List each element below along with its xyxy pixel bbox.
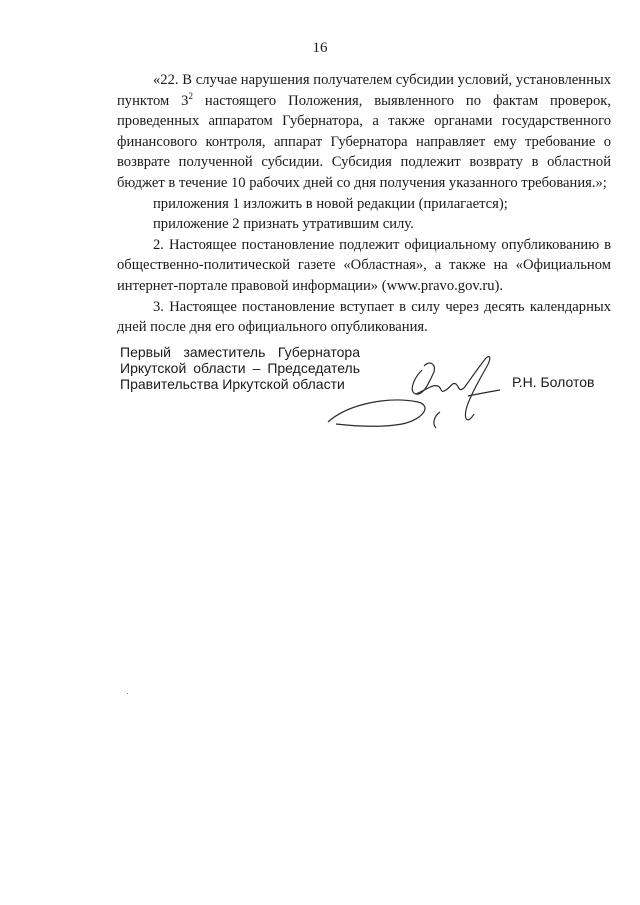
paragraph-publication: 2. Настоящее постановление подлежит официальному опубликованию в общественно-политической газете «Областная», а также на «Официальном интернет-портале правовой информации» (www.pravo.gov.ru).: [117, 236, 611, 294]
superscript: 2: [188, 90, 193, 101]
paragraph-subsidy-return: [117, 70, 611, 194]
page-number: 16: [312, 40, 328, 56]
document-body: [117, 70, 611, 338]
paragraph-entry-into-force: 3. Настоящее постановление вступает в силу через десять календарных дней после дня его официального опубликования.: [117, 298, 611, 336]
paragraph-text: настоящего Положения, выявленного по фактам проверок, проведенных аппаратом Губернатора, а также органами государственного финансового контроля, аппарат Губернатора направляет ему требование о возврате полученной субсидии. Субсидия подлежит возврату в областной бюджет в течение 10 рабочих дней со дня получения указанного требования.»;: [117, 92, 612, 191]
signatory-title-line: Правительства Иркутской области: [120, 376, 345, 392]
paragraph-appendix-2: приложение 2 признать утратившим силу.: [153, 216, 414, 233]
signatory-title-line: Первый заместитель Губернатора: [120, 344, 360, 360]
paragraph-appendix-1: приложения 1 изложить в новой редакции (прилагается);: [153, 195, 508, 212]
signatory-title-line: Иркутской области – Председатель: [120, 360, 360, 376]
paragraph-text: «22. В случае нарушения получателем субсидии условий, установленных пунктом 3: [117, 72, 611, 109]
scan-speck: [127, 693, 128, 694]
handwritten-signature: [318, 344, 508, 444]
signer-name: Р.Н. Болотов: [512, 374, 595, 390]
